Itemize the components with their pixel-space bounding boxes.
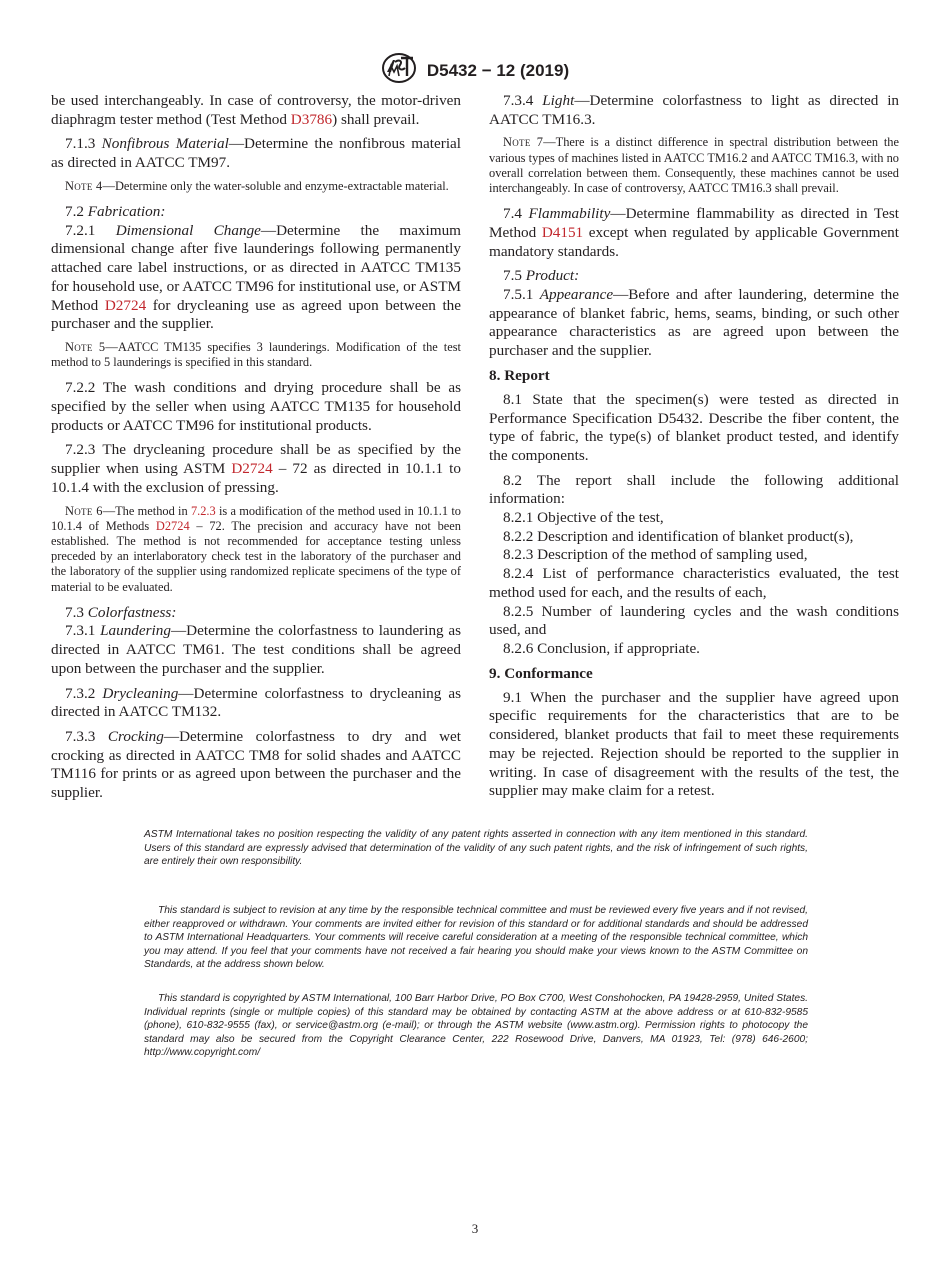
section-7-2-3: 7.2.3 The drycleaning procedure shall be as specified by the supplier when using ASTM D2724 – 72 as directed in 10.1.1 to 10.1.4 with the exclusion of pressing. xyxy=(51,441,461,496)
reference-link[interactable]: D4151 xyxy=(541,223,584,241)
reference-link[interactable]: D2724 xyxy=(104,296,147,314)
footer-paragraph: This standard is subject to revision at any time by the responsible technical committee and must be reviewed every five years and if not revised, either reapproved or withdrawn. Your comments are invited either for revision of this standard or for additional standards and should be addressed to ASTM International Headquarters. Your comments will receive careful consideration at a meeting of the responsible technical committee, which you may attend. If you feel that your comments have not received a fair hearing you should make your views known to the ASTM Committee on Standards, at the address shown below. xyxy=(144,905,808,971)
paragraph-continuation: be used interchangeably. In case of controversy, the motor-driven diaphragm tester method (Test Method D3786) shall prevail. xyxy=(51,92,461,128)
footer-patent-notice xyxy=(144,828,808,869)
note-5: Note 5—AATCC TM135 specifies 3 launderings. Modification of the test method to 5 launderings is specified in this standard. xyxy=(51,339,461,370)
section-8-2-4: 8.2.4 List of performance characteristics evaluated, the test method used for each, and the results of each, xyxy=(489,565,899,601)
section-8-1: 8.1 State that the specimen(s) were tested as directed in Performance Specification D5432. Describe the fiber content, the type of fabric, the type(s) of blanket product tested, and identify the components. xyxy=(489,390,899,464)
left-column xyxy=(51,92,461,809)
section-heading-conformance: 9. Conformance xyxy=(489,664,593,682)
page-number: 3 xyxy=(471,1221,479,1236)
section-8-2-5: 8.2.5 Number of laundering cycles and the wash conditions used, and xyxy=(489,602,899,639)
section-7-3: 7.3 Colorfastness: xyxy=(65,603,177,621)
section-7-3-2: 7.3.2 Drycleaning—Determine colorfastness to drycleaning as directed in AATCC TM132. xyxy=(51,684,461,721)
footer-paragraph: This standard is copyrighted by ASTM International, 100 Barr Harbor Drive, PO Box C700, West Conshohocken, PA 19428-2959, United States. Individual reprints (single or multiple copies) of this standard may be obtained by contacting ASTM at the above address or at 610-832-9585 (phone), 610-832-9555 (fax), or service@astm.org (e-mail); or through the ASTM website (www.astm.org). Permission rights to photocopy the standard may also be secured from the Copyright Clearance Center, 222 Rosewood Drive, Danvers, MA 01923, Tel: (978) 646-2600; http://www.copyright.com/ xyxy=(144,993,808,1059)
reference-link[interactable]: 7.2.3 xyxy=(190,503,216,518)
section-7-5-1: 7.5.1 Appearance—Before and after laundering, determine the appearance of blanket fabric, hems, seams, binding, or such other appearance characteristics as are agreed upon between the purchaser and the supplier. xyxy=(489,286,899,360)
section-8-2: 8.2 The report shall include the following additional information: xyxy=(489,471,899,508)
section-7-1-3: 7.1.3 Nonfibrous Material—Determine the nonfibrous material as directed in AATCC TM97. xyxy=(51,135,461,172)
section-9-1: 9.1 When the purchaser and the supplier have agreed upon specific requirements for the characteristics that are to be considered, blanket products that fail to meet these requirements may be rejected. Rejection should be reported to the supplier in writing. In case of disagreement with the results of the test, the supplier may make claim for a retest. xyxy=(489,688,899,800)
section-8-2-2: 8.2.2 Description and identification of blanket product(s), xyxy=(503,527,854,545)
astm-logo-icon xyxy=(381,52,417,89)
document-designation: D5432 − 12 (2019) xyxy=(426,60,570,80)
page-header xyxy=(0,52,950,89)
section-7-5: 7.5 Product: xyxy=(503,267,580,285)
section-7-3-1: 7.3.1 Laundering—Determine the colorfastness to laundering as directed in AATCC TM61. The test conditions shall be agreed upon between the purchaser and the supplier. xyxy=(51,622,461,677)
section-8-2-6: 8.2.6 Conclusion, if appropriate. xyxy=(503,639,700,657)
section-8-2-1: 8.2.1 Objective of the test, xyxy=(503,509,664,527)
footer-paragraph: ASTM International takes no position respecting the validity of any patent rights asserted in connection with any item mentioned in this standard. Users of this standard are expressly advised that determination of the validity of any such patent rights, and the risk of infringement of such rights, are entirely their own responsibility. xyxy=(144,829,808,868)
footer-copyright-notice xyxy=(144,992,808,1060)
section-7-3-3: 7.3.3 Crocking—Determine colorfastness to dry and wet crocking as directed in AATCC TM8 for solid shades and AATCC TM116 for prints or as agreed upon between the purchaser and the supplier. xyxy=(51,728,461,802)
section-7-4: 7.4 Flammability—Determine flammability as directed in Test Method D4151 except when regulated by applicable Government mandatory standards. xyxy=(489,205,900,260)
reference-link[interactable]: D3786 xyxy=(290,110,333,128)
section-7-3-4: 7.3.4 Light—Determine colorfastness to light as directed in AATCC TM16.3. xyxy=(489,92,900,128)
section-7-2: 7.2 Fabrication: xyxy=(65,203,166,221)
section-7-2-1: 7.2.1 Dimensional Change—Determine the maximum dimensional change after five launderings following permanently attached care label instructions, or as directed in AATCC TM135 for household use, or AATCC TM96 for institutional use, or ASTM Method D2724 for drycleaning use as agreed upon between the purchaser and the supplier. xyxy=(51,221,462,333)
reference-link[interactable]: D2724 xyxy=(155,518,190,533)
section-8-2-3: 8.2.3 Description of the method of sampling used, xyxy=(503,546,808,564)
note-7: Note 7—There is a distinct difference in spectral distribution between the various types of machines listed in AATCC TM16.2 and AATCC TM16.3, with no overall correlation between them. Consequently, these machines cannot be used interchangeably. In case of controversy, AATCC TM16.3 shall prevail. xyxy=(489,135,899,196)
right-column xyxy=(489,92,899,807)
footer-revision-notice xyxy=(144,904,808,972)
note-6: Note 6—The method in 7.2.3 is a modification of the method used in 10.1.1 to 10.1.4 of Methods D2724 – 72. The precision and accuracy have not been established. The method is not recommended for acceptance testing unless preceded by an interlaboratory check test in the laboratory of the purchaser and the laboratory of the supplier using randomized replicate specimens of the type of material to be evaluated. xyxy=(51,503,461,594)
reference-link[interactable]: D2724 xyxy=(231,460,273,478)
note-4: Note 4—Determine only the water-soluble and enzyme-extractable material. xyxy=(65,178,449,193)
section-7-2-2: 7.2.2 The wash conditions and drying procedure shall be as specified by the seller when using AATCC TM135 for household products or AATCC TM96 for institutional products. xyxy=(51,379,461,434)
section-heading-report: 8. Report xyxy=(489,366,550,384)
